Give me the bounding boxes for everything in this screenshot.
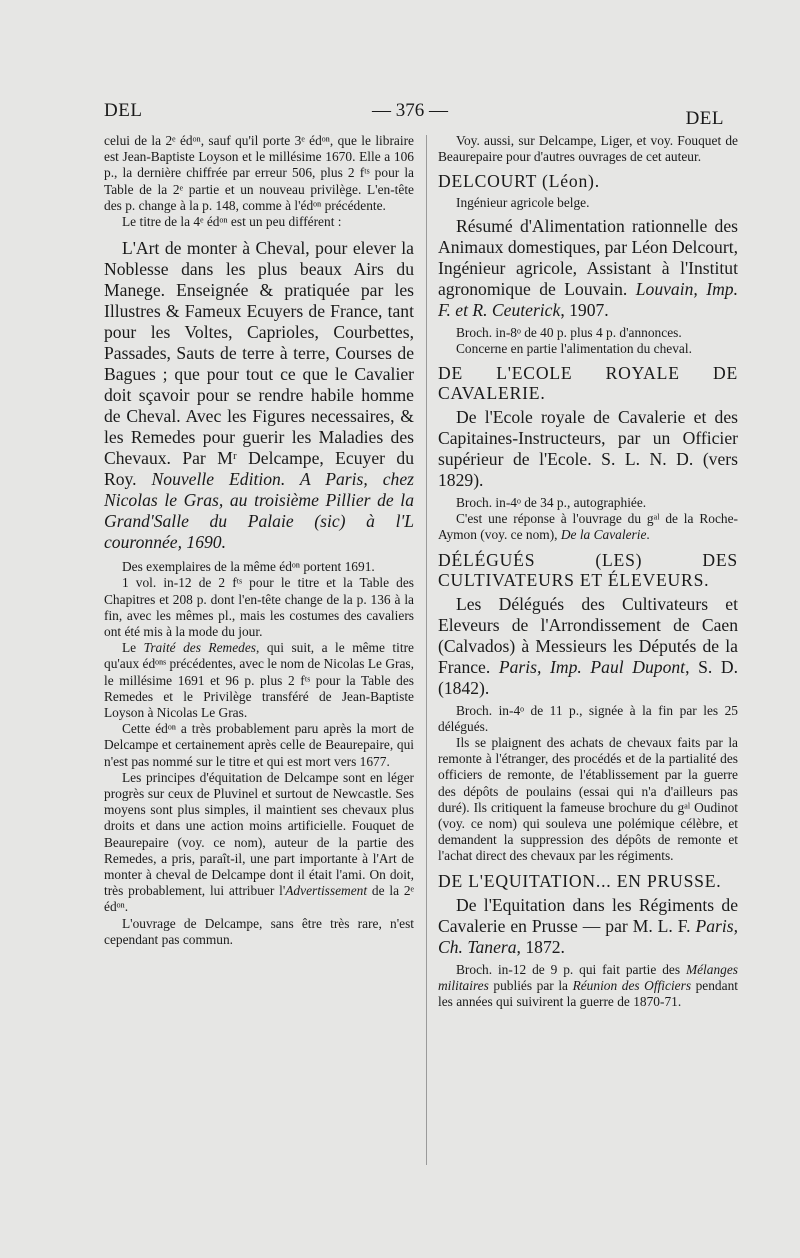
page-header [104,100,724,130]
paragraph [104,770,414,916]
paragraph: Broch. in-8ᵒ de 40 p. plus 4 p. d'annonces. [456,324,682,340]
title-imprint: Nouvelle Edition. A Paris, chez Nicolas le Gras, au troisième Pillier de la Grand'Salle du Palaie (sic) à l'L couronnée, 1690. [104,469,414,553]
right-column [438,133,738,1010]
title-imprint: Paris, Imp. Paul Dupont [498,656,686,677]
paragraph: Le titre de la 4ᵉ édᵒⁿ est un peu différent : [122,214,342,230]
book-title [438,216,738,321]
title-text: Résumé d'Alimentation rationnelle des Animaux domestiques, par Léon Delcourt, Ingénieur agricole, Assistant à l'Institut agronomique de Louvain. [438,215,738,299]
book-title [438,895,738,958]
entry-heading: DE L'ECOLE ROYALE DE CAVALERIE. [438,363,738,404]
title-text: De l'Equitation dans les Régiments de Cavalerie en Prusse — par M. L. F. [438,894,738,936]
title-text: Les Délégués des Cultivateurs et Eleveurs de l'Arrondissement de Caen (Calvados) à Messieurs les Députés de la France. [438,593,738,677]
text-run: Broch. in-12 de 9 p. qui fait partie des [456,961,686,977]
text-run: publiés par la [488,977,573,993]
paragraph: L'ouvrage de Delcampe, sans être très rare, n'est cependant pas commun. [104,915,414,947]
entry-heading: DÉLÉGUÉS (LES) DES CULTIVATEURS ET ÉLEVEURS. [438,549,738,590]
title-text: , S. D. (1842). [438,656,738,698]
title-text: , 1872. [516,936,565,957]
header-left: DEL [104,100,143,121]
column-divider [426,135,427,1165]
entry-subheading: Ingénieur agricole belge. [456,195,590,211]
title-text: L'Art de monter à Cheval, pour elever la Noblesse dans les plus beaux Airs du Manege. Enseignée & pratiquée par les Illustres & Fameux Ecuyers de France, tant pour les Voltes, Caprioles, Courbettes, Passades, Sauts de terre à terre, Courses de Bagues ; que pour tout ce que le Cavalier doit sçavoir pour se rendre habile homme de Cheval. Avec les Figures necessaires, & les Remedes pour guerir les Maladies des Chevaux. Par Mʳ Delcampe, Ecuyer du Roy. [104,238,414,490]
paragraph: Broch. in-4ᵒ de 34 p., autographiée. [456,495,647,511]
paragraph [438,511,738,543]
paragraph [438,962,738,1011]
paragraph: Voy. aussi, sur Delcampe, Liger, et voy. Fouquet de Beaurepaire pour d'autres ouvrages de cet auteur. [438,133,738,165]
text-run: , qui suit, a le même titre qu'aux édᵒⁿˢ précédentes, avec le nom de Nicolas Le Gras, le millésime 1691 et 96 p. plus 2 fᵗˢ pour la Table des Remedes et le Privilège transféré de Jean-Baptiste Loyson à Nicolas Le Gras. [104,640,414,721]
entry-heading: DELCOURT (Léon). [438,171,600,192]
entry-heading: DE L'EQUITATION... EN PRUSSE. [438,870,722,891]
text-run: . [646,527,650,543]
paragraph: celui de la 2ᵉ édᵒⁿ, sauf qu'il porte 3ᵉ édᵒⁿ, que le libraire est Jean-Baptiste Loyson et le millésime 1670. Elle a 106 p., la dernière chiffrée par erreur 506, plus 2 fᵗˢ pour la Table de la 2ᵉ partie et un nouveau privilège. L'en-tête des p. change à la p. 148, comme à l'édᵒⁿ précédente. [104,133,414,213]
paragraph: 1 vol. in-12 de 2 fᵗˢ pour le titre et la Table des Chapitres et 208 p. dont l'en-tête change de la p. 136 à la fin, avec les mêmes pl., mais les costumes des cavaliers ont été mis à la mode du jour. [104,575,414,640]
header-right: DEL [685,108,724,129]
italic-run: De la Cavalerie [560,527,647,543]
paragraph: Cette édᵒⁿ a très probablement paru après la mort de Delcampe et certainement après celle de Beaurepaire, qui n'est pas nommé sur le titre et qui est mort vers 1677. [104,721,414,769]
text-run: Le [122,640,144,656]
text-run: de la 2ᵉ édᵒⁿ. [104,883,414,915]
text-run: pendant les années qui suivirent la guerre de 1870-71. [438,977,738,1010]
title-imprint: Louvain, Imp. F. et R. Ceuterick [438,278,738,320]
page-number: — 376 — [372,100,448,121]
book-title [438,594,738,699]
italic-run: Traité des Remedes [143,640,257,656]
paragraph: Ils se plaignent des achats de chevaux faits par la remonte à l'étranger, des procédés et de la partialité des officiers de remonte, de l'établissement par la guerre des dépôts de poulains (essai qui n'a d'ailleurs pas duré). Ils critiquent la fameuse brochure du gᵃˡ Oudinot (voy. ce nom) qui souleva une polémique célèbre, et demandent la suppression des dépôts de remonte et l'achat direct des chevaux par les régiments. [438,735,738,864]
paragraph [104,640,414,721]
italic-run: Mélanges militaires [438,961,738,993]
text-run: Les principes d'équitation de Delcampe sont en léger progrès sur ceux de Pluvinel et surtout de Newcastle. Ses moyens sont plus simples, il maintient ses chevaux plus droits et dans une action moins artificielle. Fouquet de Beaurepaire (voy. ce nom), auteur de la partie des Remedes, a pris, paraît-il, une part importante à l'Art de monter à cheval de Delcampe dont il était l'ami. On doit, très probablement, lui attribuer l' [104,769,414,899]
paragraph: Broch. in-4ᵒ de 11 p., signée à la fin par les 25 délégués. [438,702,738,734]
italic-run: Advertissement [285,883,368,899]
text-run: C'est une réponse à l'ouvrage du gᵃˡ de la Roche-Aymon (voy. ce nom), [438,511,738,543]
left-column [104,133,414,948]
title-text: , 1907. [560,299,609,320]
book-title: De l'Ecole royale de Cavalerie et des Capitaines-Instructeurs, par un Officier supérieur de l'Ecole. S. L. N. D. (vers 1829). [438,407,738,491]
paragraph: Concerne en partie l'alimentation du cheval. [456,340,692,356]
paragraph: Des exemplaires de la même édᵒⁿ portent 1691. [122,559,375,575]
book-title [104,238,414,553]
title-imprint: Paris, Ch. Tanera [438,915,738,957]
italic-run: Réunion des Officiers [572,977,692,993]
